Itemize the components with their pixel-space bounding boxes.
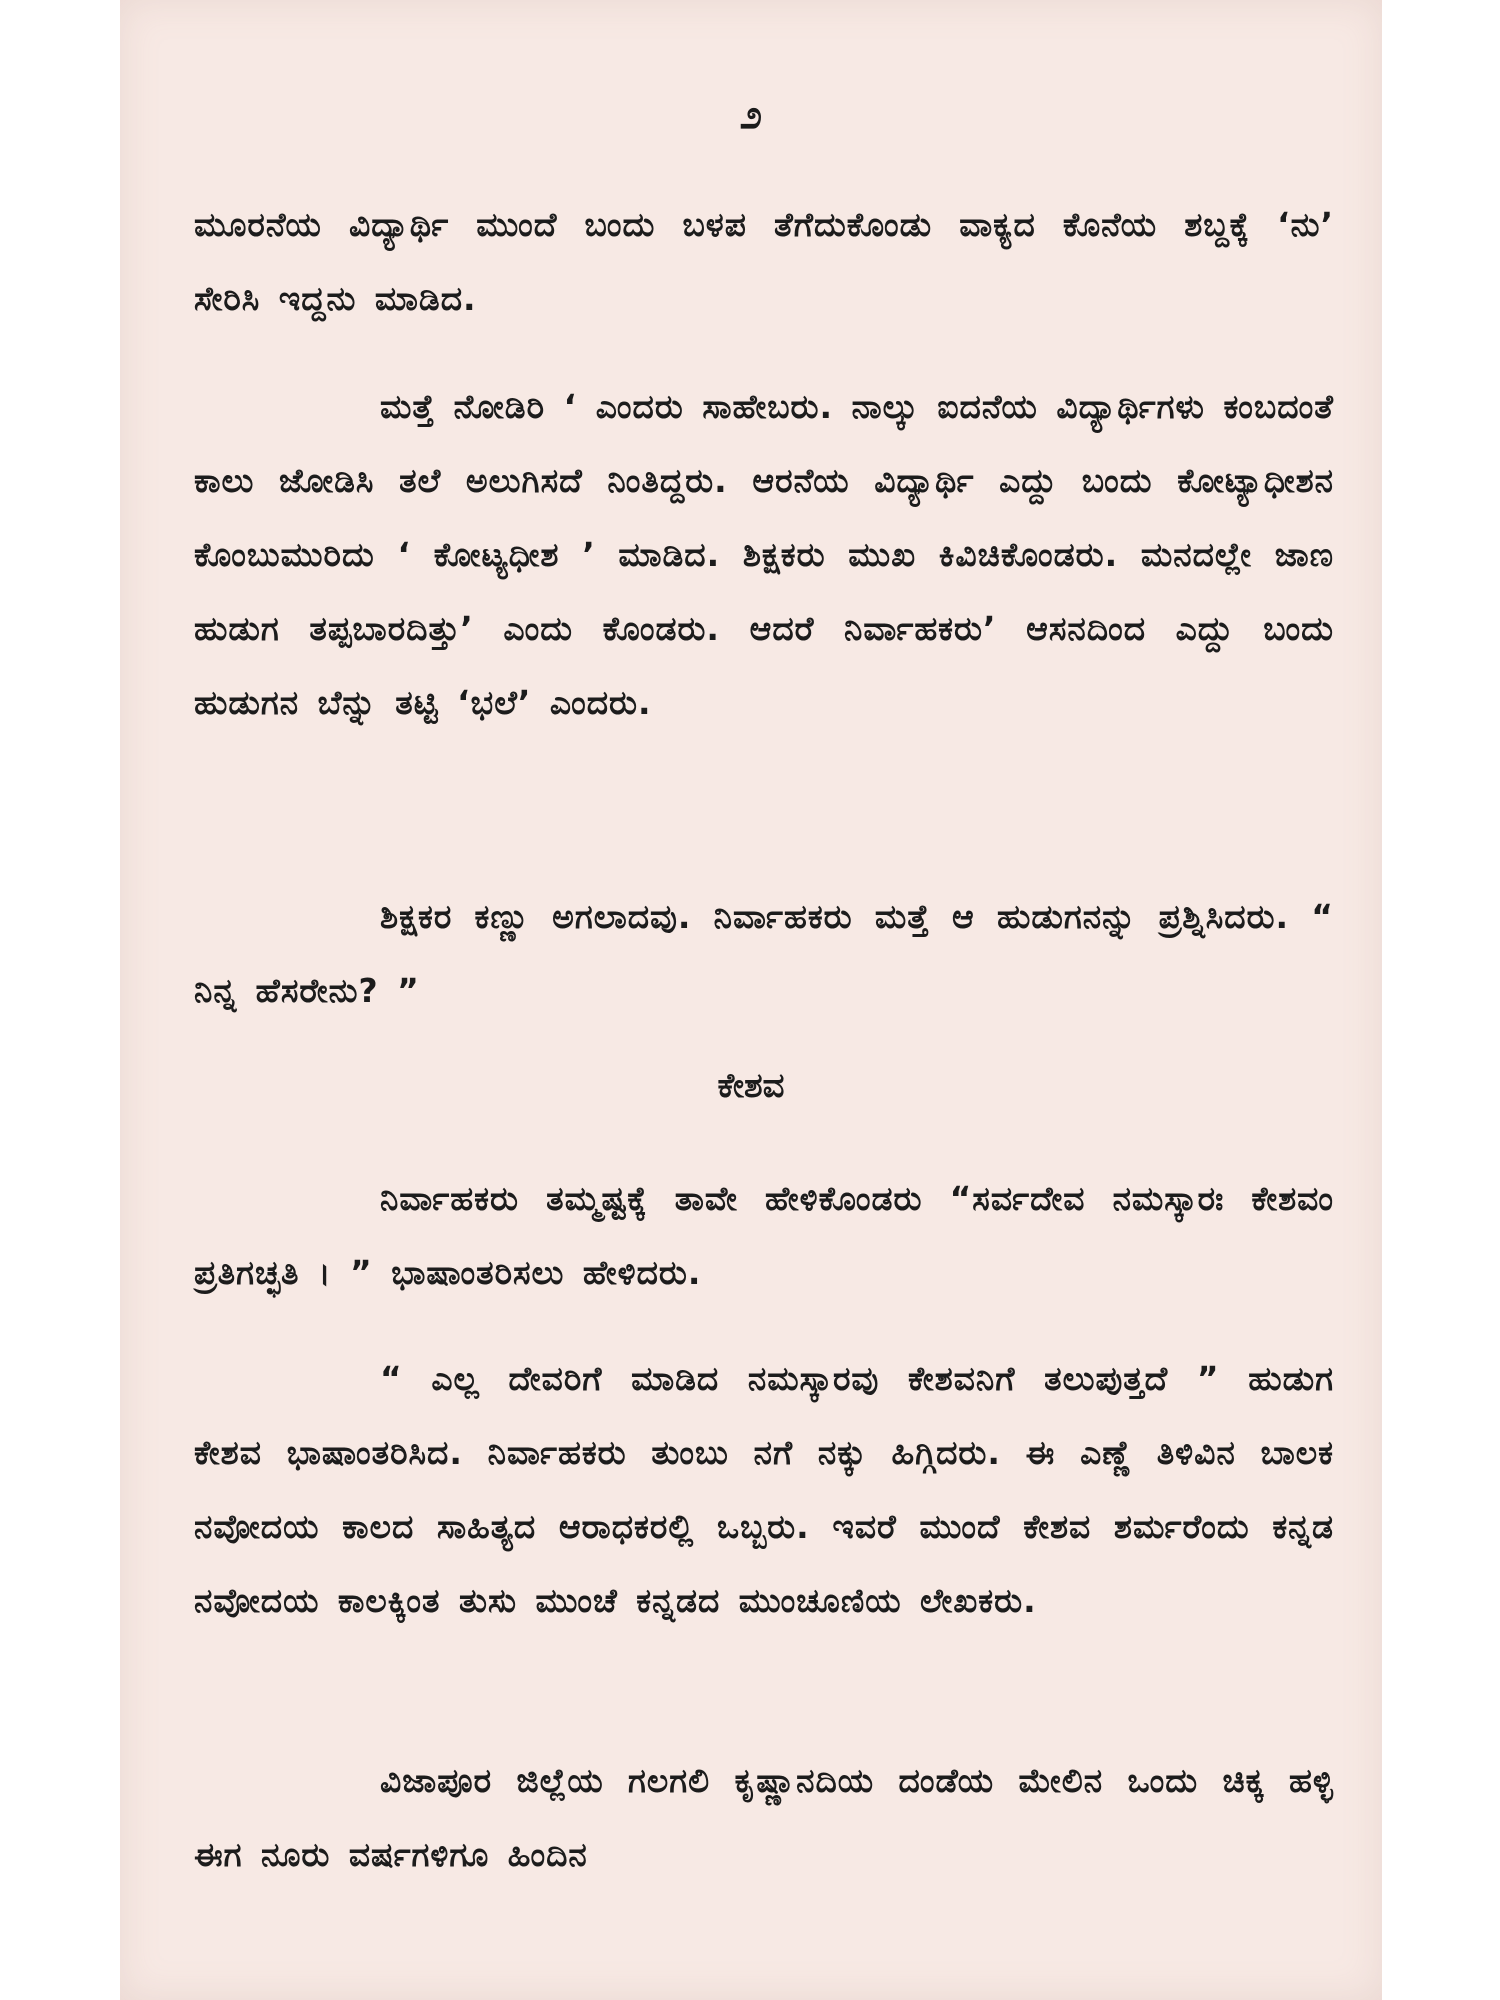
paragraph-third-student — [194, 188, 1334, 336]
book-page — [120, 0, 1382, 2000]
paragraph-text: ಮೂರನೆಯ ವಿದ್ಯಾರ್ಥಿ ಮುಂದೆ ಬಂದು ಬಳಪ ತೆಗೆದುಕೊಂಡು ವಾಕ್ಯದ ಕೊನೆಯ ಶಬ್ದಕ್ಕೆ ‘ನು’ ಸೇರಿಸಿ ಇದ್ದನು ಮಾಡಿದ. — [194, 205, 1334, 318]
paragraph-manager-sanskrit — [194, 1162, 1334, 1310]
paragraph-keshava-translation — [194, 1342, 1334, 1638]
paragraph-text: ವಿಜಾಪೂರ ಜಿಲ್ಲೆಯ ಗಲಗಲಿ ಕೃಷ್ಣಾನದಿಯ ದಂಡೆಯ ಮೇಲಿನ ಒಂದು ಚಿಕ್ಕ ಹಳ್ಳಿ ಈಗ ನೂರು ವರ್ಷಗಳಿಗೂ ಹಿಂದಿನ — [194, 1761, 1334, 1874]
paragraph-teacher-eyes — [194, 880, 1334, 1028]
paragraph-text: ನಿರ್ವಾಹಕರು ತಮ್ಮಷ್ಟಕ್ಕೆ ತಾವೇ ಹೇಳಿಕೊಂಡರು “ಸರ್ವದೇವ ನಮಸ್ಕಾರಃ ಕೇಶವಂ ಪ್ರತಿಗಚ್ಛತಿ । ” ಭಾಷಾಂತರಿಸಲು ಹೇಳಿದರು. — [194, 1179, 1334, 1292]
page-number: ೨ — [739, 92, 763, 138]
paragraph-vijapur — [194, 1744, 1334, 1892]
section-heading: ಕೇಶವ — [717, 1066, 785, 1106]
paragraph-text: ಶಿಕ್ಷಕರ ಕಣ್ಣು ಅಗಲಾದವು. ನಿರ್ವಾಹಕರು ಮತ್ತೆ ಆ ಹುಡುಗನನ್ನು ಪ್ರಶ್ನಿಸಿದರು. “ ನಿನ್ನ ಹೆಸರೇನು? ” — [194, 897, 1334, 1010]
paragraph-text: ಮತ್ತೆ ನೋಡಿರಿ ‘ ಎಂದರು ಸಾಹೇಬರು. ನಾಲ್ಕು ಐದನೆಯ ವಿದ್ಯಾರ್ಥಿಗಳು ಕಂಬದಂತೆ ಕಾಲು ಜೋಡಿಸಿ ತಲೆ ಅಲುಗಿಸದೆ ನಿಂತಿದ್ದರು. ಆರನೆಯ ವಿದ್ಯಾರ್ಥಿ ಎದ್ದು ಬಂದು ಕೋಟ್ಯಾಧೀಶನ ಕೊಂಬುಮುರಿದು ‘ ಕೋಟ್ಯಧೀಶ ’ ಮಾಡಿದ. ಶಿಕ್ಷಕರು ಮುಖ ಕಿವಿಚಿಕೊಂಡರು. ಮನದಲ್ಲೇ ಜಾಣ ಹುಡುಗ ತಪ್ಪಬಾರದಿತ್ತು’ ಎಂದು ಕೊಂಡರು. ಆದರೆ ನಿರ್ವಾಹಕರು’ ಆಸನದಿಂದ ಎದ್ದು ಬಂದು ಹುಡುಗನ ಬೆನ್ನು ತಟ್ಟಿ ‘ಭಲೆ’ ಎಂದರು. — [194, 387, 1334, 722]
paragraph-text: “ ಎಲ್ಲ ದೇವರಿಗೆ ಮಾಡಿದ ನಮಸ್ಕಾರವು ಕೇಶವನಿಗೆ ತಲುಪುತ್ತದೆ ” ಹುಡುಗ ಕೇಶವ ಭಾಷಾಂತರಿಸಿದ. ನಿರ್ವಾಹಕರು ತುಂಬು ನಗೆ ನಕ್ಕು ಹಿಗ್ಗಿದರು. ಈ ಎಣ್ಣೆ ತಿಳಿವಿನ ಬಾಲಕ ನವೋದಯ ಕಾಲದ ಸಾಹಿತ್ಯದ ಆರಾಧಕರಲ್ಲಿ ಒಬ್ಬರು. ಇವರೆ ಮುಂದೆ ಕೇಶವ ಶರ್ಮರೆಂದು ಕನ್ನಡ ನವೋದಯ ಕಾಲಕ್ಕಿಂತ ತುಸು ಮುಂಚೆ ಕನ್ನಡದ ಮುಂಚೂಣಿಯ ಲೇಖಕರು. — [194, 1359, 1334, 1620]
paragraph-sixth-student — [194, 370, 1334, 740]
